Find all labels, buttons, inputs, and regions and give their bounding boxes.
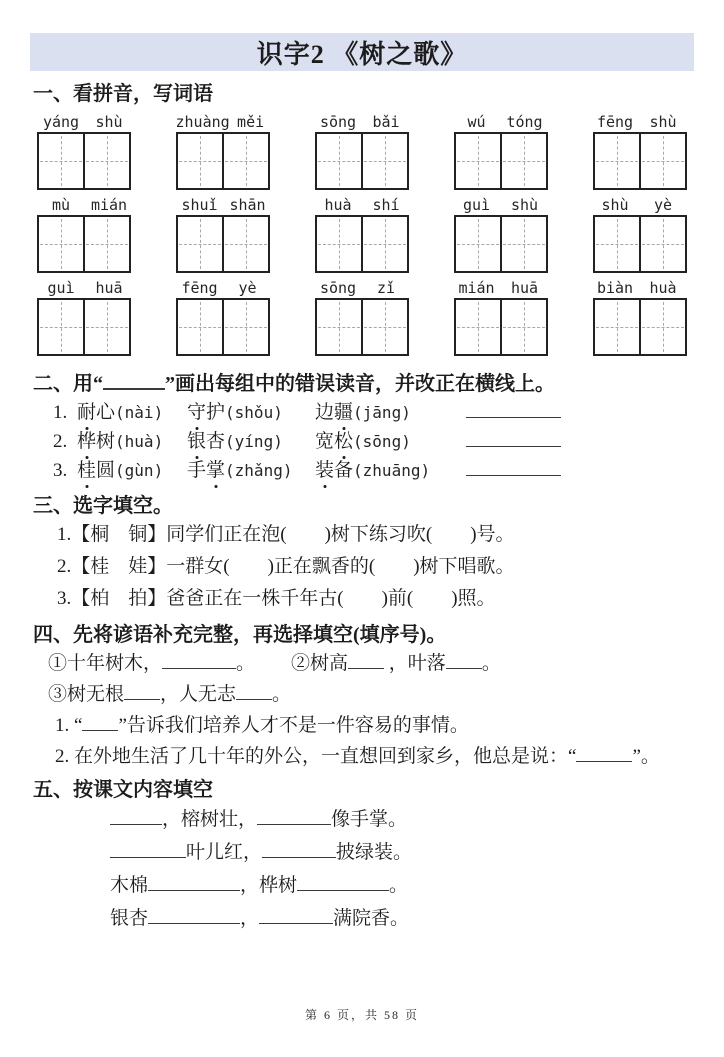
text-run: 像手掌。 bbox=[331, 809, 408, 830]
word-with-pinyin: 守护(shǒu) bbox=[187, 398, 315, 427]
dotted-character: 桂 bbox=[77, 456, 96, 485]
fill-in-blank bbox=[124, 681, 160, 700]
fill-in-blank bbox=[446, 650, 482, 669]
text-run: 披绿装。 bbox=[336, 842, 413, 863]
pinyin-annotation: (shǒu) bbox=[225, 403, 283, 422]
text-run: 。 bbox=[481, 653, 501, 674]
grid-box-pair bbox=[454, 298, 548, 356]
word-with-pinyin: 装备(zhuāng) bbox=[315, 456, 450, 485]
tian-grid-box bbox=[641, 132, 687, 190]
item-text: 【柏 拍】爸爸正在一株千年古( )前( )照。 bbox=[71, 588, 496, 609]
fill-in-blank bbox=[103, 369, 165, 390]
fill-in-blank bbox=[148, 905, 240, 924]
grid-box-pair bbox=[593, 215, 687, 273]
proverb-line bbox=[55, 741, 724, 772]
pinyin-label: mián huā bbox=[458, 279, 539, 297]
word-with-pinyin: 宽松(sōng) bbox=[315, 427, 450, 456]
grid-box-pair bbox=[593, 298, 687, 356]
tian-grid-box bbox=[454, 298, 502, 356]
title-band bbox=[30, 33, 694, 71]
grid-box-pair bbox=[454, 215, 548, 273]
section-3-heading: 三、选字填空。 bbox=[33, 495, 173, 517]
word-with-pinyin: 桂圆(gùn) bbox=[77, 456, 187, 485]
pinyin-label: guì shù bbox=[462, 196, 539, 214]
pinyin-label: sōng zǐ bbox=[319, 279, 396, 297]
grid-box-pair bbox=[315, 215, 409, 273]
text-run: 满院香。 bbox=[333, 908, 410, 929]
pinyin-label: shuǐ shān bbox=[181, 196, 266, 214]
tian-grid-box bbox=[224, 298, 270, 356]
text-run: ③树无根 bbox=[48, 684, 125, 705]
dotted-character: 桦 bbox=[77, 427, 96, 456]
tian-grid-box bbox=[363, 132, 409, 190]
text-run: ”。 bbox=[632, 746, 660, 767]
text-run: 二、用“ bbox=[33, 373, 103, 395]
section-2-items bbox=[0, 398, 724, 485]
pinyin-row bbox=[37, 113, 687, 131]
tian-grid-box bbox=[502, 132, 548, 190]
choose-character-item bbox=[57, 583, 724, 615]
pinyin-annotation: (gùn) bbox=[115, 461, 164, 480]
misread-word-item bbox=[53, 427, 724, 456]
pinyin-row bbox=[37, 279, 687, 297]
text-fill-line bbox=[110, 836, 724, 869]
tian-grid-box bbox=[454, 215, 502, 273]
text-run: ”告诉我们培养人才不是一件容易的事情。 bbox=[118, 715, 469, 736]
tian-grid-box bbox=[176, 215, 224, 273]
tian-grid-box bbox=[37, 132, 85, 190]
fill-in-blank bbox=[348, 650, 384, 669]
pinyin-label: biàn huà bbox=[596, 279, 677, 297]
item-number: 1. bbox=[57, 524, 72, 545]
tian-grid-box bbox=[641, 298, 687, 356]
tian-grid-box bbox=[176, 298, 224, 356]
fill-in-blank bbox=[82, 712, 118, 731]
tian-grid-box bbox=[224, 132, 270, 190]
text-run: 银杏 bbox=[110, 908, 149, 929]
grid-box-pair bbox=[37, 298, 131, 356]
misread-word-item bbox=[53, 456, 724, 485]
dotted-character: 装 bbox=[315, 456, 334, 485]
proverb-line bbox=[48, 679, 724, 710]
grid-box-pair bbox=[176, 132, 270, 190]
tian-grid-box bbox=[454, 132, 502, 190]
writing-grid-row bbox=[37, 132, 687, 190]
writing-grid-row bbox=[37, 298, 687, 356]
page-title: 识字2 《树之歌》 bbox=[256, 39, 468, 69]
tian-grid-box bbox=[363, 215, 409, 273]
fill-in-blank bbox=[148, 872, 240, 891]
grid-box-pair bbox=[454, 132, 548, 190]
pinyin-label: sōng bǎi bbox=[319, 113, 400, 131]
word-with-pinyin: 银杏(yíng) bbox=[187, 427, 315, 456]
item-number: 3. bbox=[57, 588, 72, 609]
fill-in-blank bbox=[576, 743, 632, 762]
pinyin-grid-section bbox=[0, 113, 724, 356]
choose-character-item bbox=[57, 551, 724, 583]
fill-in-blank bbox=[162, 650, 236, 669]
text-run: 。 bbox=[389, 875, 409, 896]
tian-grid-box bbox=[593, 298, 641, 356]
grid-box-pair bbox=[37, 132, 131, 190]
dotted-character: 掌 bbox=[206, 456, 225, 485]
tian-grid-box bbox=[224, 215, 270, 273]
text-fill-line bbox=[110, 902, 724, 935]
pinyin-label: wú tóng bbox=[467, 113, 543, 131]
pinyin-row bbox=[37, 196, 687, 214]
tian-grid-box bbox=[593, 215, 641, 273]
item-text: 【桂 娃】一群女( )正在飘香的( )树下唱歌。 bbox=[71, 556, 515, 577]
fill-in-blank bbox=[262, 839, 336, 858]
dotted-character: 松 bbox=[334, 427, 353, 456]
grid-box-pair bbox=[37, 215, 131, 273]
tian-grid-box bbox=[363, 298, 409, 356]
word-with-pinyin: 手掌(zhǎng) bbox=[187, 456, 315, 485]
page-number: 第 6 页，共 58 页 bbox=[304, 1008, 419, 1022]
tian-grid-box bbox=[37, 215, 85, 273]
text-run: 1. “ bbox=[55, 715, 83, 736]
pinyin-annotation: (yíng) bbox=[225, 432, 283, 451]
tian-grid-box bbox=[176, 132, 224, 190]
fill-in-blank bbox=[110, 839, 186, 858]
pinyin-label: huà shí bbox=[324, 196, 400, 214]
pinyin-label: mù mián bbox=[51, 196, 128, 214]
pinyin-annotation: (huà) bbox=[115, 432, 164, 451]
text-run: ②树高 bbox=[291, 653, 349, 674]
grid-box-pair bbox=[176, 215, 270, 273]
text-run: 木棉 bbox=[110, 875, 149, 896]
fill-in-blank bbox=[259, 905, 333, 924]
dotted-character: 耐 bbox=[77, 398, 96, 427]
text-run: 。 bbox=[236, 653, 256, 674]
text-run: 2. 在外地生活了几十年的外公，一直想回到家乡，他总是说：“ bbox=[55, 746, 577, 767]
worksheet-page bbox=[0, 33, 724, 1022]
item-number: 1. bbox=[53, 402, 68, 423]
grid-box-pair bbox=[176, 298, 270, 356]
tian-grid-box bbox=[85, 298, 131, 356]
pinyin-label: zhuàng měi bbox=[175, 113, 265, 131]
tian-grid-box bbox=[315, 132, 363, 190]
text-run: ，叶落 bbox=[384, 653, 446, 674]
fill-in-blank bbox=[257, 806, 331, 825]
pinyin-label: shù yè bbox=[601, 196, 673, 214]
dotted-character: 银 bbox=[187, 427, 206, 456]
text-run: ，人无志 bbox=[160, 684, 237, 705]
pinyin-annotation: (zhǎng) bbox=[225, 461, 293, 480]
fill-in-blank bbox=[110, 806, 162, 825]
tian-grid-box bbox=[85, 215, 131, 273]
tian-grid-box bbox=[593, 132, 641, 190]
section-5-heading: 五、按课文内容填空 bbox=[33, 779, 213, 801]
text-fill-line bbox=[110, 803, 724, 836]
item-number: 2. bbox=[53, 431, 68, 452]
proverb-line bbox=[48, 648, 724, 679]
pinyin-label: fēng shù bbox=[596, 113, 677, 131]
section-4-lines bbox=[0, 648, 724, 772]
pinyin-label: fēng yè bbox=[181, 279, 257, 297]
text-run: 。 bbox=[272, 684, 292, 705]
item-number: 2. bbox=[57, 556, 72, 577]
dotted-character: 守 bbox=[187, 398, 206, 427]
writing-grid-row bbox=[37, 215, 687, 273]
word-with-pinyin: 边疆(jāng) bbox=[315, 398, 450, 427]
text-fill-line bbox=[110, 869, 724, 902]
section-5-lines bbox=[0, 803, 724, 935]
tian-grid-box bbox=[85, 132, 131, 190]
correction-blank bbox=[466, 457, 561, 476]
tian-grid-box bbox=[315, 215, 363, 273]
tian-grid-box bbox=[315, 298, 363, 356]
text-run: ，榕树壮， bbox=[162, 809, 258, 830]
proverb-line bbox=[55, 710, 724, 741]
pinyin-annotation: (zhuāng) bbox=[353, 461, 431, 480]
word-with-pinyin: 桦树(huà) bbox=[77, 427, 187, 456]
text-run: ，桦树 bbox=[240, 875, 298, 896]
tian-grid-box bbox=[641, 215, 687, 273]
item-text: 【桐 铜】同学们正在泡( )树下练习吹( )号。 bbox=[71, 524, 515, 545]
item-number: 3. bbox=[53, 460, 68, 481]
tian-grid-box bbox=[502, 298, 548, 356]
word-with-pinyin: 耐心(nài) bbox=[77, 398, 187, 427]
pinyin-label: guì huā bbox=[47, 279, 123, 297]
section-4-heading: 四、先将谚语补充完整，再选择填空(填序号)。 bbox=[33, 624, 447, 646]
tian-grid-box bbox=[502, 215, 548, 273]
pinyin-annotation: (jāng) bbox=[353, 403, 411, 422]
correction-blank bbox=[466, 399, 561, 418]
text-run: ”画出每组中的错误读音，并改正在横线上。 bbox=[165, 373, 555, 395]
misread-word-item bbox=[53, 398, 724, 427]
grid-box-pair bbox=[315, 132, 409, 190]
text-run: 叶儿红， bbox=[186, 842, 263, 863]
section-3-items bbox=[0, 519, 724, 615]
pinyin-label: yáng shù bbox=[42, 113, 123, 131]
text-run: ， bbox=[240, 908, 260, 929]
dotted-character: 疆 bbox=[334, 398, 353, 427]
grid-box-pair bbox=[593, 132, 687, 190]
pinyin-annotation: (sōng) bbox=[353, 432, 411, 451]
correction-blank bbox=[466, 428, 561, 447]
grid-box-pair bbox=[315, 298, 409, 356]
tian-grid-box bbox=[37, 298, 85, 356]
section-1-heading: 一、看拼音，写词语 bbox=[33, 83, 213, 105]
pinyin-annotation: (nài) bbox=[115, 403, 164, 422]
fill-in-blank bbox=[236, 681, 272, 700]
fill-in-blank bbox=[297, 872, 389, 891]
choose-character-item bbox=[57, 519, 724, 551]
section-2-heading bbox=[33, 369, 724, 398]
text-run: ①十年树木， bbox=[48, 653, 163, 674]
